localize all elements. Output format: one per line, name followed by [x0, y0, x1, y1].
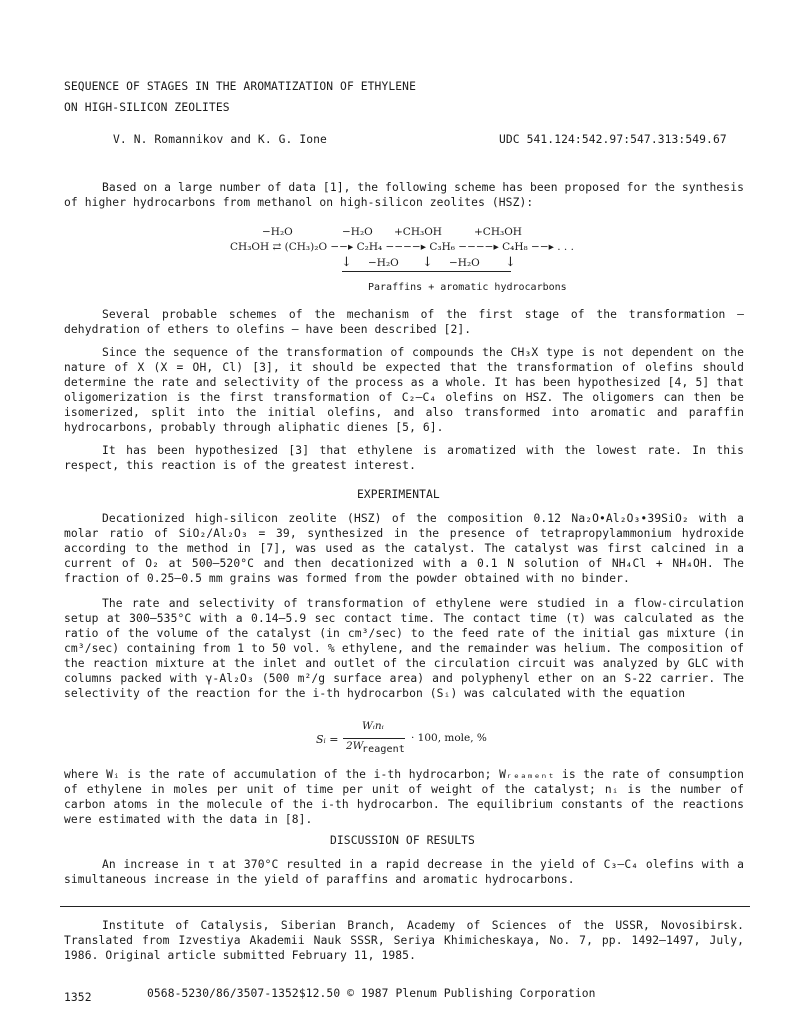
fraction-bar [343, 738, 405, 739]
down-arrow-icon: ↓ [422, 255, 433, 270]
scheme-main-line: CH₃OH ⇄ (CH₃)₂O −−▸ C₂H₄ −−−−▸ C₃H₆ −−−−▸ C₄H₈ −−▸ . . . [230, 241, 574, 253]
paragraph-6-text: where Wᵢ is the rate of accumulation of the i-th hydrocarbon; Wᵣₑₐₘₑₙₜ is the rate of consumption of ethylene in moles per unit of time per unit of weight of the catalyst; nᵢ is the number of carbon atoms in the molecule of the i-th hydrocarbon. The equilibrium constants of the reactions were estimated with the data in [8]. [64, 768, 744, 826]
footnote [64, 918, 744, 963]
paragraph-7-text: An increase in τ at 370°C resulted in a rapid decrease in the yield of C₃–C₄ olefins with a simultaneous increase in the yield of paraffins and aromatic hydrocarbons. [64, 858, 744, 886]
scheme-label-1: −H₂O [262, 226, 293, 238]
scheme-label-3: +CH₃OH [394, 226, 442, 238]
page-number: 1352 [64, 991, 92, 1004]
intro-text: Based on a large number of data [1], the following scheme has been proposed for the synthesis of higher hydrocarbons from methanol on high-silicon zeolites (HSZ): [64, 181, 744, 209]
paragraph-4 [64, 511, 744, 586]
equation-rhs: · 100, mole, % [411, 732, 487, 744]
copyright-line: 0568-5230/86/3507-1352$12.50 © 1987 Plenum Publishing Corporation [147, 987, 596, 1000]
paragraph-3-text: It has been hypothesized [3] that ethylene is aromatized with the lowest rate. In this respect, this reaction is of the greatest interest. [64, 444, 744, 472]
paragraph-3 [64, 443, 744, 473]
heading-discussion: DISCUSSION OF RESULTS [330, 834, 475, 847]
scheme-bottom-label-2: −H₂O [449, 257, 480, 269]
paragraph-2 [64, 345, 744, 435]
equation-numerator: Wᵢnᵢ [362, 720, 384, 732]
scheme-bracket-line [342, 271, 511, 272]
scheme-bottom-label-1: −H₂O [368, 257, 399, 269]
footnote-text: Institute of Catalysis, Siberian Branch, Academy of Sciences of the USSR, Novosibirsk. Translated from Izvestiya Akademii Nauk SSSR, Seriya Khimicheskaya, No. 7, pp. 1492–1497, July, 1986. Original article submitted February 11, 1985. [64, 919, 744, 962]
paragraph-6 [64, 767, 744, 827]
udc-code: UDC 541.124:542.97:547.313:549.67 [499, 133, 727, 146]
paragraph-1-text: Several probable schemes of the mechanism of the first stage of the transformation — dehydration of ethers to olefins — have been described [2]. [64, 308, 744, 336]
title-line-2: ON HIGH-SILICON ZEOLITES [64, 101, 230, 114]
authors: V. N. Romannikov and K. G. Ione [113, 133, 327, 146]
paragraph-4-text: Decationized high-silicon zeolite (HSZ) of the composition 0.12 Na₂O•Al₂O₃•39SiO₂ with a molar ratio of SiO₂/Al₂O₃ = 39, synthesized in the presence of tetrapropylammonium hydroxide according to the method in [7], was used as the catalyst. The catalyst was first calcined in a current of O₂ at 500–520°C and then decationized with a 0.1 N solution of NH₄Cl + NH₄OH. The fraction of 0.25–0.5 mm grains was formed from the powder obtained with no binder. [64, 512, 744, 585]
heading-experimental: EXPERIMENTAL [357, 488, 440, 501]
paragraph-1 [64, 307, 744, 337]
paragraph-5 [64, 596, 744, 701]
title-line-1: SEQUENCE OF STAGES IN THE AROMATIZATION OF ETHYLENE [64, 80, 416, 93]
down-arrow-icon: ↓ [341, 255, 352, 270]
scheme-product: Paraffins + aromatic hydrocarbons [368, 282, 567, 293]
scheme-label-4: +CH₃OH [474, 226, 522, 238]
paragraph-2-text: Since the sequence of the transformation of compounds the CH₃X type is not dependent on the nature of X (X = OH, Cl) [3], it should be expected that the transformation of olefins should determine the rate and selectivity of the process as a whole. It has been hypothesized [4, 5] that oligomerization is the first transformation of C₂–C₄ olefins on HSZ. The oligomers can then be isomerized, split into the initial olefins, and also transformed into aromatic and paraffin hydrocarbons, probably through aliphatic dienes [5, 6]. [64, 346, 744, 434]
paragraph-7 [64, 857, 744, 887]
paragraph-5-text: The rate and selectivity of transformation of ethylene were studied in a flow-circulation setup at 300–535°C with a 0.14–5.9 sec contact time. The contact time (τ) was calculated as the ratio of the volume of the catalyst (in cm³/sec) to the feed rate of the initial gas mixture (in cm³/sec) containing from 1 to 50 vol. % ethylene, and the remainder was helium. The composition of the reaction mixture at the inlet and outlet of the circulation circuit was analyzed by GLC with columns packed with γ-Al₂O₃ (500 m²/g surface area) and polyphenyl ether on an S-22 carrier. The selectivity of the reaction for the i-th hydrocarbon (Sᵢ) was calculated with the equation [64, 597, 744, 700]
scheme-label-2: −H₂O [342, 226, 373, 238]
equation-lhs: Sᵢ = [316, 733, 339, 746]
intro-paragraph [64, 180, 744, 210]
footnote-divider [60, 906, 750, 907]
down-arrow-icon: ↓ [505, 255, 516, 270]
equation-denominator: 2W [346, 740, 364, 752]
equation-denominator-sub: reagent [362, 744, 405, 755]
